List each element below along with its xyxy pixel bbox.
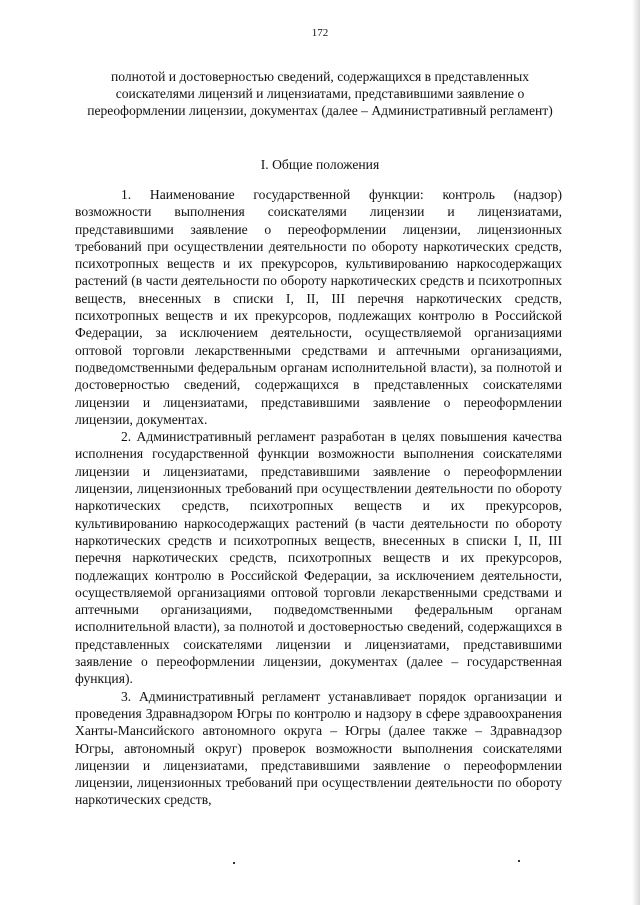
paragraph-3: 3. Административный регламент устанавливает порядок организации и проведения Здравнадзором Югры по контролю и надзору в сфере здравоохранения Ханты-Мансийского автономного округа – Югры (далее также – Здравнадзор Югры, автономный округ) проверок возможности выполнения соискателями лицензии и лицензиатами, представившими заявление о переоформлении лицензии, лицензионных требований при осуществлении деятельности по обороту наркотических средств,: [75, 688, 562, 808]
scan-speck: [518, 860, 520, 862]
paragraph-1: 1. Наименование государственной функции: контроль (надзор) возможности выполнения соискателями лицензии и лицензиатами, представившими заявление о переоформлении лицензии, лицензионных требований при осуществлении деятельности по обороту наркотических средств, психотропных веществ и их прекурсоров, культивированию наркосодержащих растений (в части деятельности по обороту наркотических средств и психотропных веществ, внесенных в списки I, II, III перечня наркотических средств, психотропных веществ и их прекурсоров, подлежащих контролю в Российской Федерации, за исключением деятельности, осуществляемой организациями оптовой торговли лекарственными средствами и аптечными организациями, подведомственными федеральным органам исполнительной власти), за полнотой и достоверностью сведений, содержащихся в представленных соискателями лицензии и лицензиатами, представившими заявление о переоформлении лицензии, документах.: [75, 187, 562, 427]
scan-edge-shadow: [632, 0, 640, 905]
section-title: I. Общие положения: [260, 157, 380, 172]
paragraph-2: 2. Административный регламент разработан в целях повышения качества исполнения государственной функции возможности выполнения соискателями лицензии и лицензиатами, представившими заявление о переоформлении лицензии, лицензионных требований при осуществлении деятельности по обороту наркотических средств, психотропных веществ и их прекурсоров, культивированию наркосодержащих растений (в части деятельности по обороту наркотических средств и психотропных веществ, внесенных в списки I, II, III перечня наркотических средств, психотропных веществ и их прекурсоров, подлежащих контролю в Российской Федерации, за исключением деятельности, осуществляемой организациями оптовой торговли лекарственными средствами и аптечными организациями, подведомственными федеральным органам исполнительной власти), за полнотой и достоверностью сведений, содержащихся в представленных соискателями лицензии и лицензиатами, представившими заявление о переоформлении лицензии, документах (далее – государственная функция).: [75, 429, 562, 687]
page-number: 172: [311, 27, 329, 39]
document-heading: полнотой и достоверностью сведений, содержащихся в представленных соискателями лицензий и лицензиатами, представившими заявление о переоформлении лицензии, документах (далее – Административный регламент): [87, 69, 553, 118]
scan-speck: [233, 862, 235, 864]
body-text: [75, 186, 562, 809]
